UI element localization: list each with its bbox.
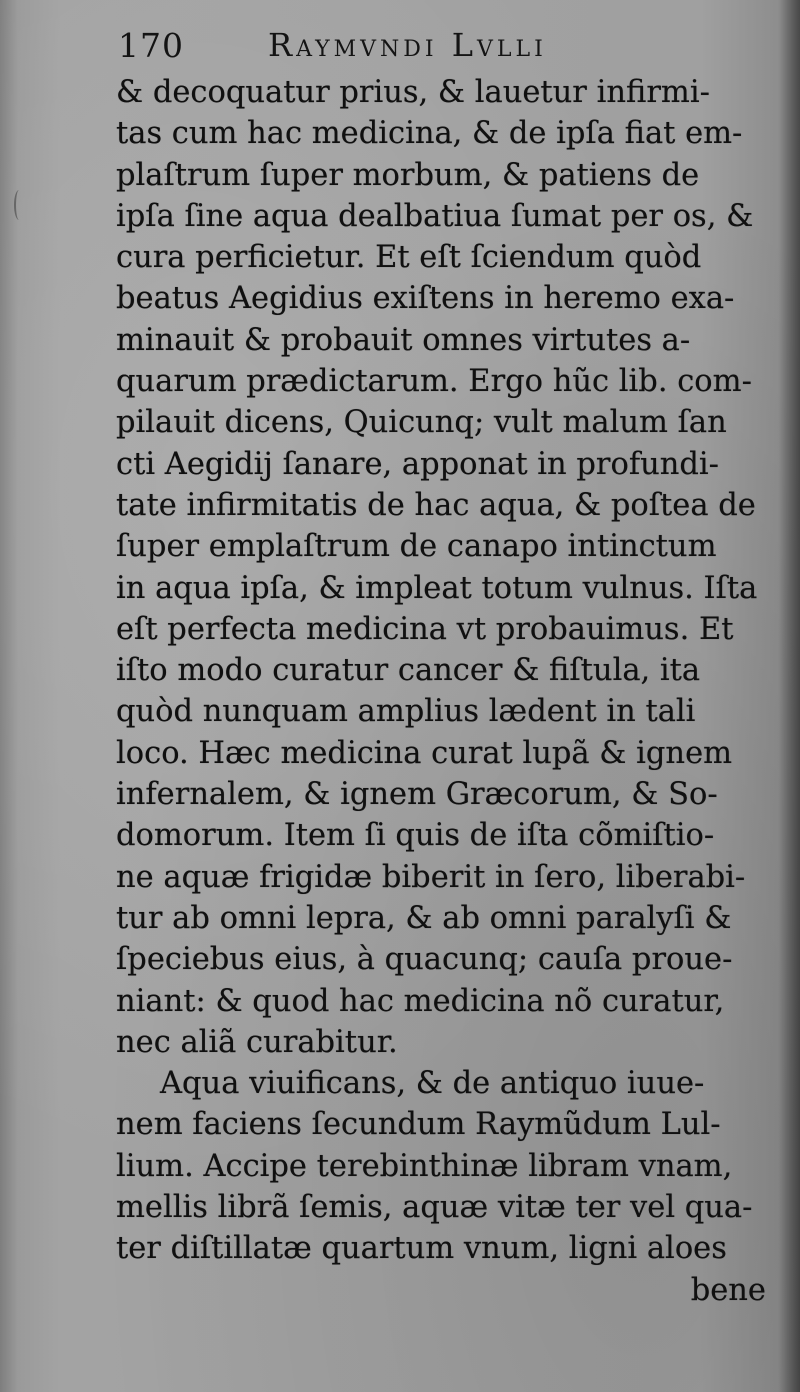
text-line: quarum prædictarum. Ergo hũc lib. com- bbox=[116, 364, 752, 400]
margin-bracket-mark bbox=[14, 190, 24, 220]
text-line: pilauit dicens, Quicunq; vult malum ſan bbox=[116, 405, 727, 441]
text-line: ſuper emplaſtrum de canapo intinctum bbox=[116, 529, 717, 565]
text-line: in aqua ipſa, & impleat totum vulnus. Iſta bbox=[116, 570, 758, 606]
text-line: loco. Hæc medicina curat lupã & ignem bbox=[116, 735, 733, 771]
text-line: tur ab omni lepra, & ab omni paralyſi & bbox=[116, 900, 732, 936]
text-line: beatus Aegidius exiſtens in heremo exa- bbox=[116, 281, 735, 317]
text-line-paragraph-start: Aqua viuificans, & de antiquo iuue- bbox=[160, 1066, 705, 1102]
page-edge-shadow bbox=[778, 0, 800, 1392]
text-line: infernalem, & ignem Græcorum, & So- bbox=[116, 777, 718, 813]
catchword: bene bbox=[690, 1272, 766, 1308]
text-line: & decoquatur prius, & lauetur infirmi- bbox=[116, 75, 710, 110]
text-line: quòd nunquam amplius lædent in tali bbox=[116, 694, 696, 730]
page-number: 170 bbox=[118, 26, 184, 65]
page-header bbox=[118, 22, 758, 72]
text-line: ſpeciebus eius, à quacunq; cauſa proue- bbox=[116, 942, 733, 978]
text-line: iſto modo curatur cancer & fiſtula, ita bbox=[116, 653, 701, 689]
text-line: cti Aegidij ſanare, apponat in profundi- bbox=[116, 446, 719, 482]
text-block bbox=[116, 72, 766, 1311]
text-line: plaſtrum ſuper morbum, & patiens de bbox=[116, 157, 700, 193]
text-line: eſt perfecta medicina vt probauimus. Et bbox=[116, 611, 734, 647]
text-line: tate infirmitatis de hac aqua, & poſtea de bbox=[116, 487, 756, 523]
text-line: ne aquæ frigidæ biberit in ſero, liberabi- bbox=[116, 859, 746, 895]
text-line: ipſa ſine aqua dealbatiua ſumat per os, & bbox=[116, 198, 754, 234]
text-line: ter diſtillatæ quartum vnum, ligni aloes bbox=[116, 1231, 727, 1267]
text-line: minauit & probauit omnes virtutes a- bbox=[116, 322, 691, 358]
text-line: lium. Accipe terebinthinæ libram vnam, bbox=[116, 1148, 733, 1184]
text-line: cura perficietur. Et eſt ſciendum quòd bbox=[116, 240, 702, 276]
running-head: Raymvndi Lvlli bbox=[268, 26, 547, 64]
text-line-paragraph-end: nec aliã curabitur. bbox=[116, 1024, 398, 1060]
text-line: mellis librã ſemis, aquæ vitæ ter vel qua- bbox=[116, 1190, 753, 1226]
text-line: niant: & quod hac medicina nõ curatur, bbox=[116, 983, 725, 1019]
text-line: domorum. Item ſi quis de iſta cõmiſtio- bbox=[116, 818, 715, 854]
text-line: tas cum hac medicina, & de ipſa fiat em- bbox=[116, 116, 743, 152]
text-line: nem faciens ſecundum Raymũdum Lul- bbox=[116, 1107, 721, 1143]
